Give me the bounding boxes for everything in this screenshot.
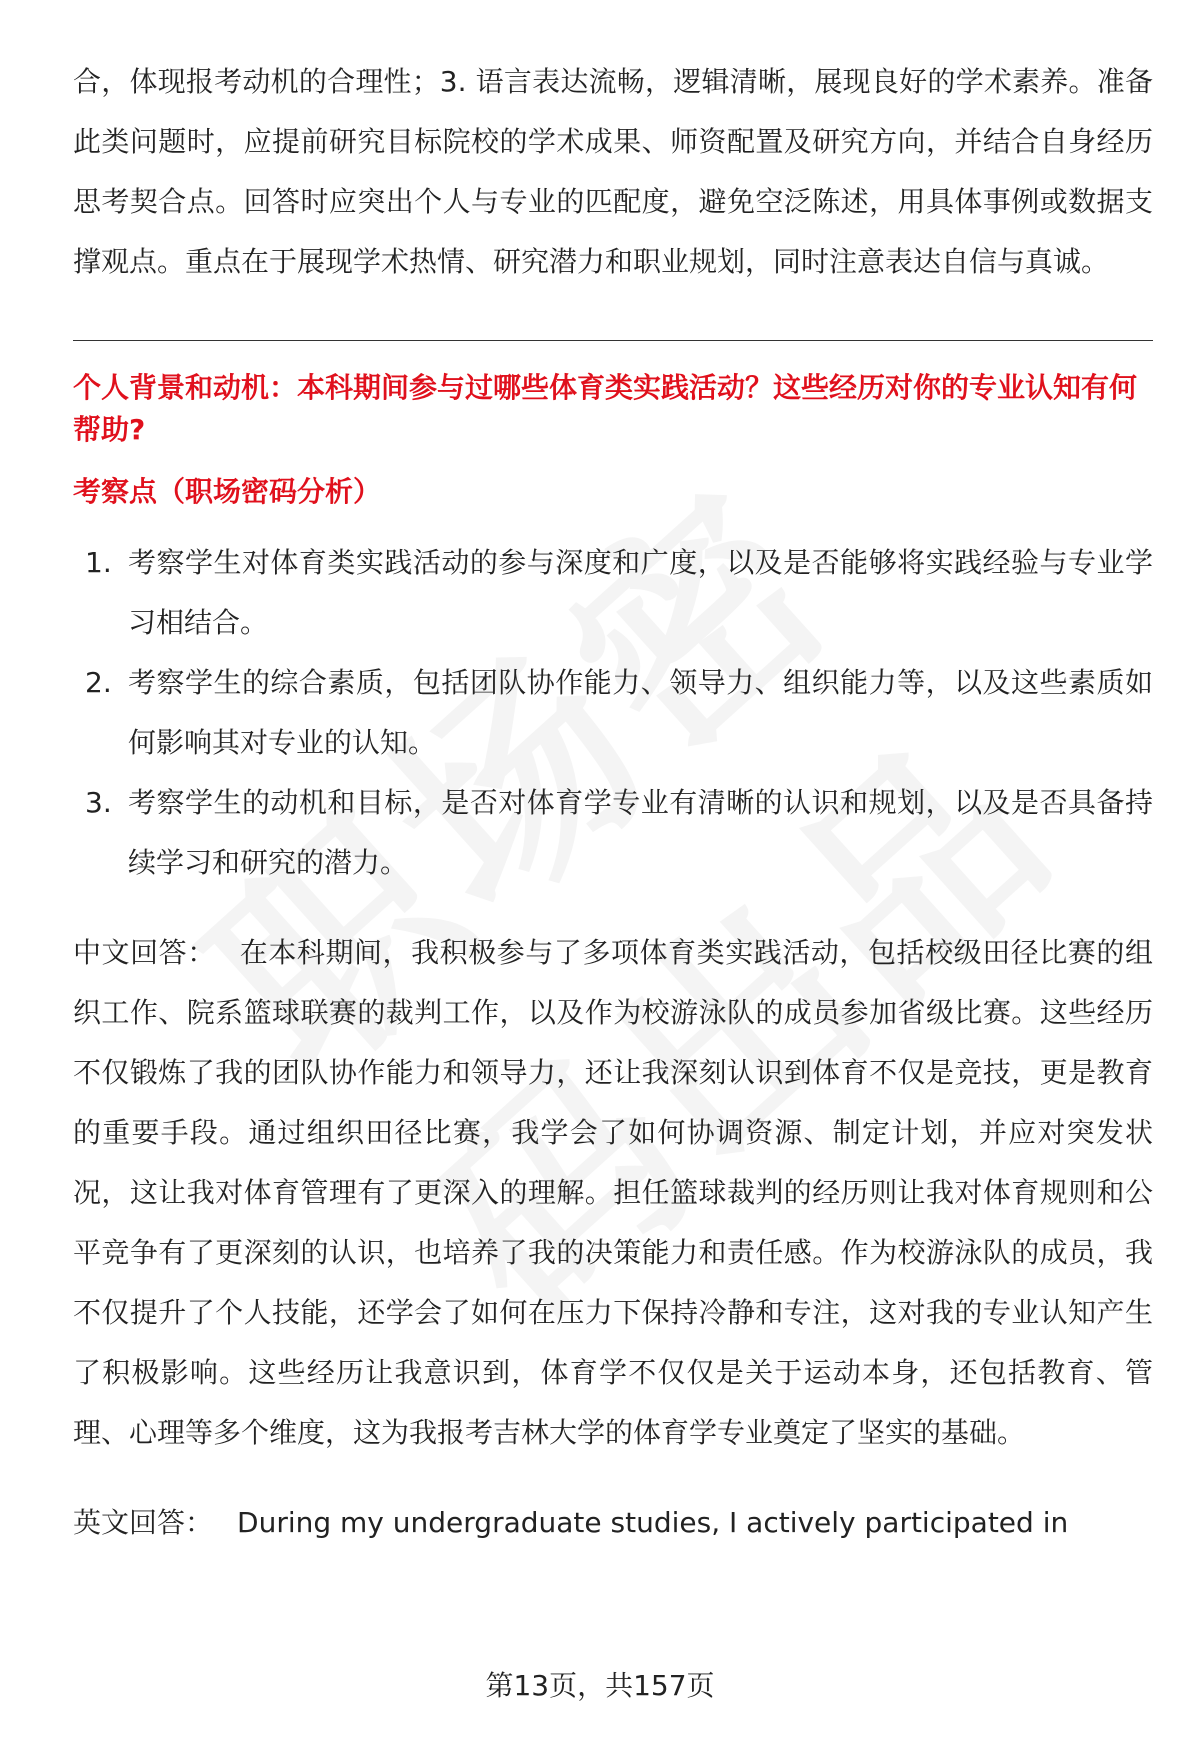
list-number: 1. [85, 546, 112, 579]
top-paragraph: 合，体现报考动机的合理性；3. 语言表达流畅，逻辑清晰，展现良好的学术素养。准备此类问题时，应提前研究目标院校的学术成果、师资配置及研究方向，并结合自身经历思考契合点。回答时应突出个人与专业的匹配度，避免空泛陈述，用具体事例或数据支撑观点。重点在于展现学术热情、研究潜力和职业规划，同时注意表达自信与真诚。 [73, 65, 1153, 278]
english-answer [73, 1493, 1153, 1553]
chinese-answer-label: 中文回答： [73, 936, 216, 969]
english-answer-label: 英文回答： [73, 1506, 214, 1539]
exam-points-heading: 考察点（职场密码分析） [73, 475, 382, 508]
exam-points-list [73, 533, 1153, 893]
list-item [73, 533, 1153, 653]
list-number: 2. [85, 666, 112, 699]
list-item-text: 考察学生对体育类实践活动的参与深度和广度，以及是否能够将实践经验与专业学习相结合。 [128, 546, 1153, 639]
english-answer-text: During my undergraduate studies, I actively participated in [237, 1506, 1069, 1539]
list-item [73, 773, 1153, 893]
question-heading: 个人背景和动机：本科期间参与过哪些体育类实践活动？这些经历对你的专业认知有何帮助? [73, 371, 1138, 446]
document-page [73, 52, 1153, 1553]
list-item [73, 653, 1153, 773]
chinese-answer [73, 923, 1153, 1463]
list-item-text: 考察学生的动机和目标，是否对体育学专业有清晰的认识和规划，以及是否具备持续学习和研究的潜力。 [128, 786, 1153, 879]
chinese-answer-text: 在本科期间，我积极参与了多项体育类实践活动，包括校级田径比赛的组织工作、院系篮球联赛的裁判工作，以及作为校游泳队的成员参加省级比赛。这些经历不仅锻炼了我的团队协作能力和领导力，还让我深刻认识到体育不仅是竞技，更是教育的重要手段。通过组织田径比赛，我学会了如何协调资源、制定计划，并应对突发状况，这让我对体育管理有了更深入的理解。担任篮球裁判的经历则让我对体育规则和公平竞争有了更深刻的认识，也培养了我的决策能力和责任感。作为校游泳队的成员，我不仅提升了个人技能，还学会了如何在压力下保持冷静和专注，这对我的专业认知产生了积极影响。这些经历让我意识到，体育学不仅仅是关于运动本身，还包括教育、管理、心理等多个维度，这为我报考吉林大学的体育学专业奠定了坚实的基础。 [73, 936, 1153, 1449]
page-footer: 第13页，共157页 [485, 1669, 715, 1702]
section-divider [73, 340, 1153, 341]
list-item-text: 考察学生的综合素质，包括团队协作能力、领导力、组织能力等，以及这些素质如何影响其对专业的认知。 [128, 666, 1153, 759]
list-number: 3. [85, 786, 112, 819]
